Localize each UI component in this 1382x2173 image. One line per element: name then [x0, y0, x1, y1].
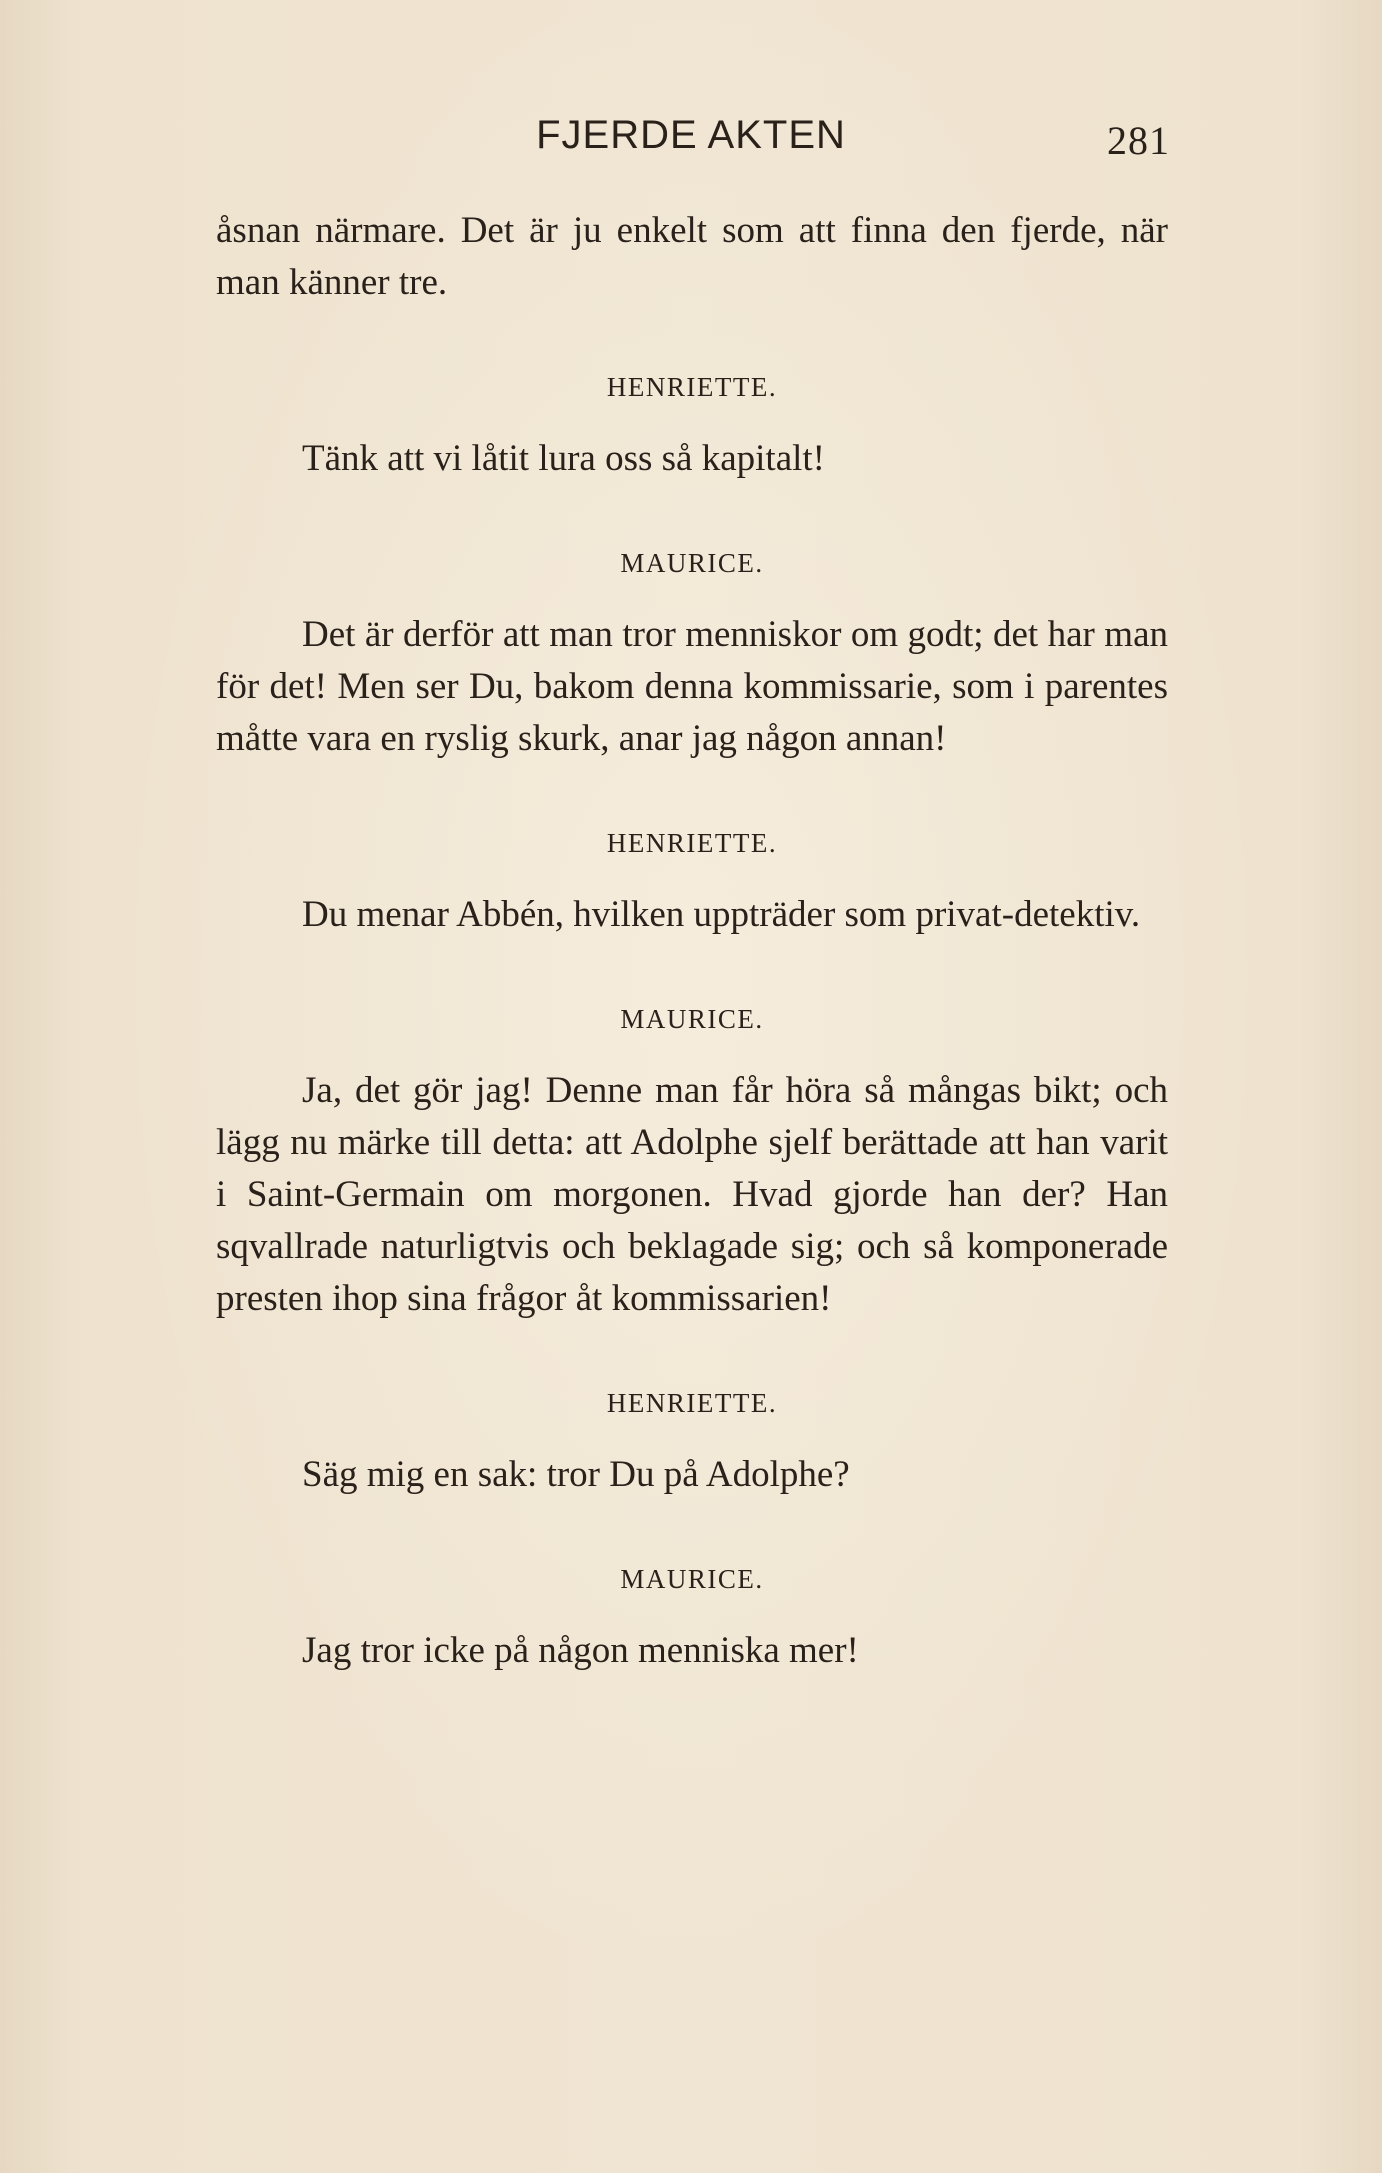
speaker-name: MAURICE. [620, 1004, 764, 1034]
speaker-name: MAURICE. [620, 1564, 764, 1594]
speaker-name: HENRIETTE. [606, 372, 778, 402]
dialogue-text [216, 205, 1168, 1677]
running-head [0, 110, 1382, 163]
paragraph: Ja, det gör jag! Denne man får höra så mångas bikt; och lägg nu märke till detta: att Adolphe sjelf berättade att han varit i Saint-Germain om morgonen. Hvad gjorde han der? Han sqvallrade naturligtvis och beklagade sig; och så komponerade presten ihop sina frågor åt kommissarien! [216, 1070, 1168, 1319]
paragraph: åsnan närmare. Det är ju enkelt som att finna den fjerde, när man känner tre. [216, 210, 1168, 303]
page-number: 281 [1107, 118, 1170, 163]
paragraph: Det är derför att man tror menniskor om godt; det har man för det! Men ser Du, bakom denna kommissarie, som i parentes måtte vara en ryslig skurk, anar jag någon annan! [216, 614, 1168, 759]
paragraph: Du menar Abbén, hvilken uppträder som privat-detektiv. [302, 894, 1141, 935]
paragraph: Tänk att vi låtit lura oss så kapitalt! [302, 438, 826, 479]
speaker-name: HENRIETTE. [606, 828, 778, 858]
paragraph: Säg mig en sak: tror Du på Adolphe? [302, 1454, 850, 1495]
speaker-name: HENRIETTE. [606, 1388, 778, 1418]
running-title: FJERDE AKTEN [536, 113, 846, 157]
paragraph: Jag tror icke på någon menniska mer! [302, 1630, 859, 1671]
speaker-name: MAURICE. [620, 548, 764, 578]
